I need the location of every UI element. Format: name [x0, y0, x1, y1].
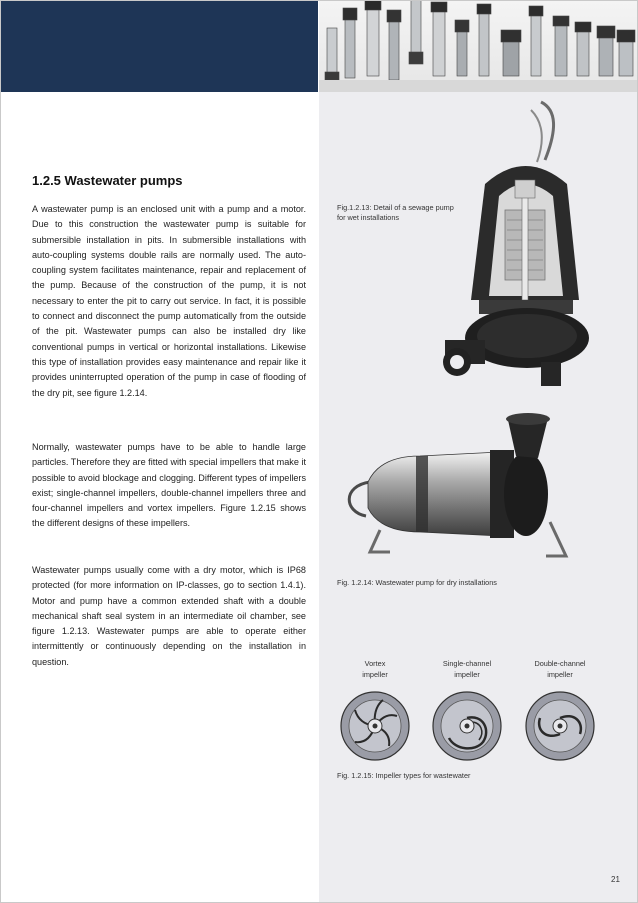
vortex-impeller-icon	[339, 690, 411, 762]
vortex-impeller-label-line2: impeller	[362, 670, 388, 679]
double-channel-impeller-label-line1: Double-channel	[534, 659, 586, 668]
single-channel-impeller-icon	[431, 690, 503, 762]
pump-range-photo-icon	[319, 0, 638, 92]
paragraph-2: Normally, wastewater pumps have to be able to handle large particles. Therefore they are fitted with special impellers that make it possible to avoid blockage and clogging. Different types of impellers exist; single-channel impellers, double-channel impellers three and four-channel impellers and vortex impellers. Figure 1.2.15 shows the different designs of these impellers.	[32, 442, 306, 529]
fig-1-2-13-caption-line1: Fig.1.2.13: Detail of a sewage pump	[337, 203, 454, 212]
double-channel-impeller-icon	[524, 690, 596, 762]
fig-1-2-14-caption: Fig. 1.2.14: Wastewater pump for dry installations	[337, 578, 497, 587]
header-band	[0, 0, 318, 92]
pump-range-photo	[319, 0, 638, 92]
double-channel-impeller-label-line2: impeller	[547, 670, 573, 679]
paragraph-1: A wastewater pump is an enclosed unit with a pump and a motor. Due to this construction the wastewater pump is suitable for submersible installation in pits. In submersible installations with auto-coupling systems double rails are normally used. The auto-coupling system facilitates maintenance, repair and replacement of the pump. Because of the construction of the pump, it is not necessary to enter the pit to carry out service. In fact, it is possible to connect and disconnect the pump automatically from the outside of the pit. Wastewater pumps can also be installed dry like conventional pumps in vertical or horizontal installations. Likewise this type of installation provides easy maintenance and repair like it provides uninterrupted operation of the pump in case of flooding of the dry pit, see figure 1.2.14.	[32, 204, 306, 398]
single-channel-impeller-label-line2: impeller	[454, 670, 480, 679]
dry-installation-pump-icon	[340, 412, 580, 562]
sewage-pump-cutaway-icon	[445, 100, 605, 390]
single-channel-impeller-label-line1: Single-channel	[442, 659, 492, 668]
fig-1-2-13-caption-line2: for wet installations	[337, 213, 400, 222]
vortex-impeller-label-line1: Vortex	[364, 659, 386, 668]
fig-1-2-15-caption: Fig. 1.2.15: Impeller types for wastewater	[337, 771, 471, 780]
paragraph-3: Wastewater pumps usually come with a dry motor, which is IP68 protected (for more information on IP-classes, go to section 1.4.1). Motor and pump have a common extended shaft with a double mechanical shaft seal system in an intermediate oil chamber, see figure 1.2.13. Wastewater pumps are able to operate either intermittently or continuously depending on the installation in question.	[32, 565, 306, 667]
page-number: 21	[611, 875, 620, 884]
section-heading: 1.2.5 Wastewater pumps	[32, 173, 183, 188]
